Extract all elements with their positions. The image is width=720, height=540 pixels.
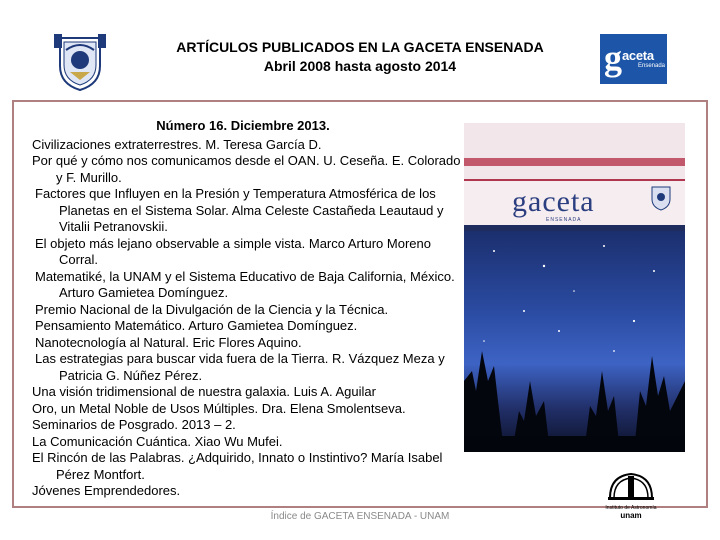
article-item: Jóvenes Emprendedores. <box>32 483 181 498</box>
unam-shield-icon <box>650 185 672 211</box>
article-item: Oro, un Metal Noble de Usos Múltiples. Dra. Elena Smolentseva. <box>32 400 406 416</box>
magazine-cover-image <box>464 123 685 452</box>
article-item: Las estrategias para buscar vida fuera de la Tierra. R. Vázquez Meza y Patricia G. Núñez Pérez. <box>35 351 445 383</box>
gaceta-logo-sub: Ensenada <box>638 63 666 69</box>
article-item: Una visión tridimensional de nuestra galaxia. Luis A. Aguilar <box>32 384 376 399</box>
article-item: Matematiké, la UNAM y el Sistema Educativo de Baja California, México. Arturo Gamietea Domínguez. <box>35 268 455 300</box>
article-item: Por qué y cómo nos comunicamos desde el OAN. U. Ceseña. E. Colorado y F. Murillo. <box>32 153 461 185</box>
article-item: Civilizaciones extraterrestres. M. Teresa García D. <box>32 136 322 152</box>
title-line-1: ARTÍCULOS PUBLICADOS EN LA GACETA ENSENADA <box>176 39 544 55</box>
night-sky-photo <box>464 231 685 452</box>
article-list <box>32 118 462 500</box>
gaceta-logo <box>600 34 667 84</box>
institute-unam: unam <box>620 511 642 520</box>
issue-heading: Número 16. Diciembre 2013. <box>156 118 330 133</box>
article-item: Seminarios de Posgrado. 2013 – 2. <box>32 417 236 432</box>
article-item: El Rincón de las Palabras. ¿Adquirido, Innato o Instintivo? María Isabel Pérez Montfort. <box>32 450 443 482</box>
article-item: El objeto más lejano observable a simple vista. Marco Arturo Moreno Corral. <box>35 235 431 267</box>
cover-masthead-sub: ENSENADA <box>546 217 582 223</box>
gaceta-logo-letter: g <box>604 38 622 78</box>
title-line-2: Abril 2008 hasta agosto 2014 <box>263 58 457 74</box>
cover-masthead-title: gaceta <box>512 185 595 218</box>
article-item: Premio Nacional de la Divulgación de la Ciencia y la Técnica. <box>35 301 389 317</box>
article-item: La Comunicación Cuántica. Xiao Wu Mufei. <box>32 433 283 449</box>
footer-text: Índice de GACETA ENSENADA - UNAM <box>270 511 450 522</box>
article-item: Factores que Influyen en la Presión y Temperatura Atmosférica de los Planetas en el Sistema Solar. Alma Celeste Castañeda Leautaud y Vitalii Petranovskii. <box>35 186 444 234</box>
instituto-astronomia-logo <box>604 470 658 520</box>
gaceta-logo-word: aceta <box>622 48 654 63</box>
cover-info-strip <box>464 158 685 166</box>
article-item: Pensamiento Matemático. Arturo Gamietea Domínguez. <box>35 318 358 333</box>
article-item: Nanotecnología al Natural. Eric Flores Aquino. <box>35 334 302 350</box>
observatory-dome-icon <box>604 470 658 500</box>
cover-top-band <box>464 123 685 181</box>
cover-masthead <box>464 181 685 231</box>
institute-name: Instituto de Astronomía <box>605 505 657 511</box>
night-sky-icon <box>464 231 685 452</box>
